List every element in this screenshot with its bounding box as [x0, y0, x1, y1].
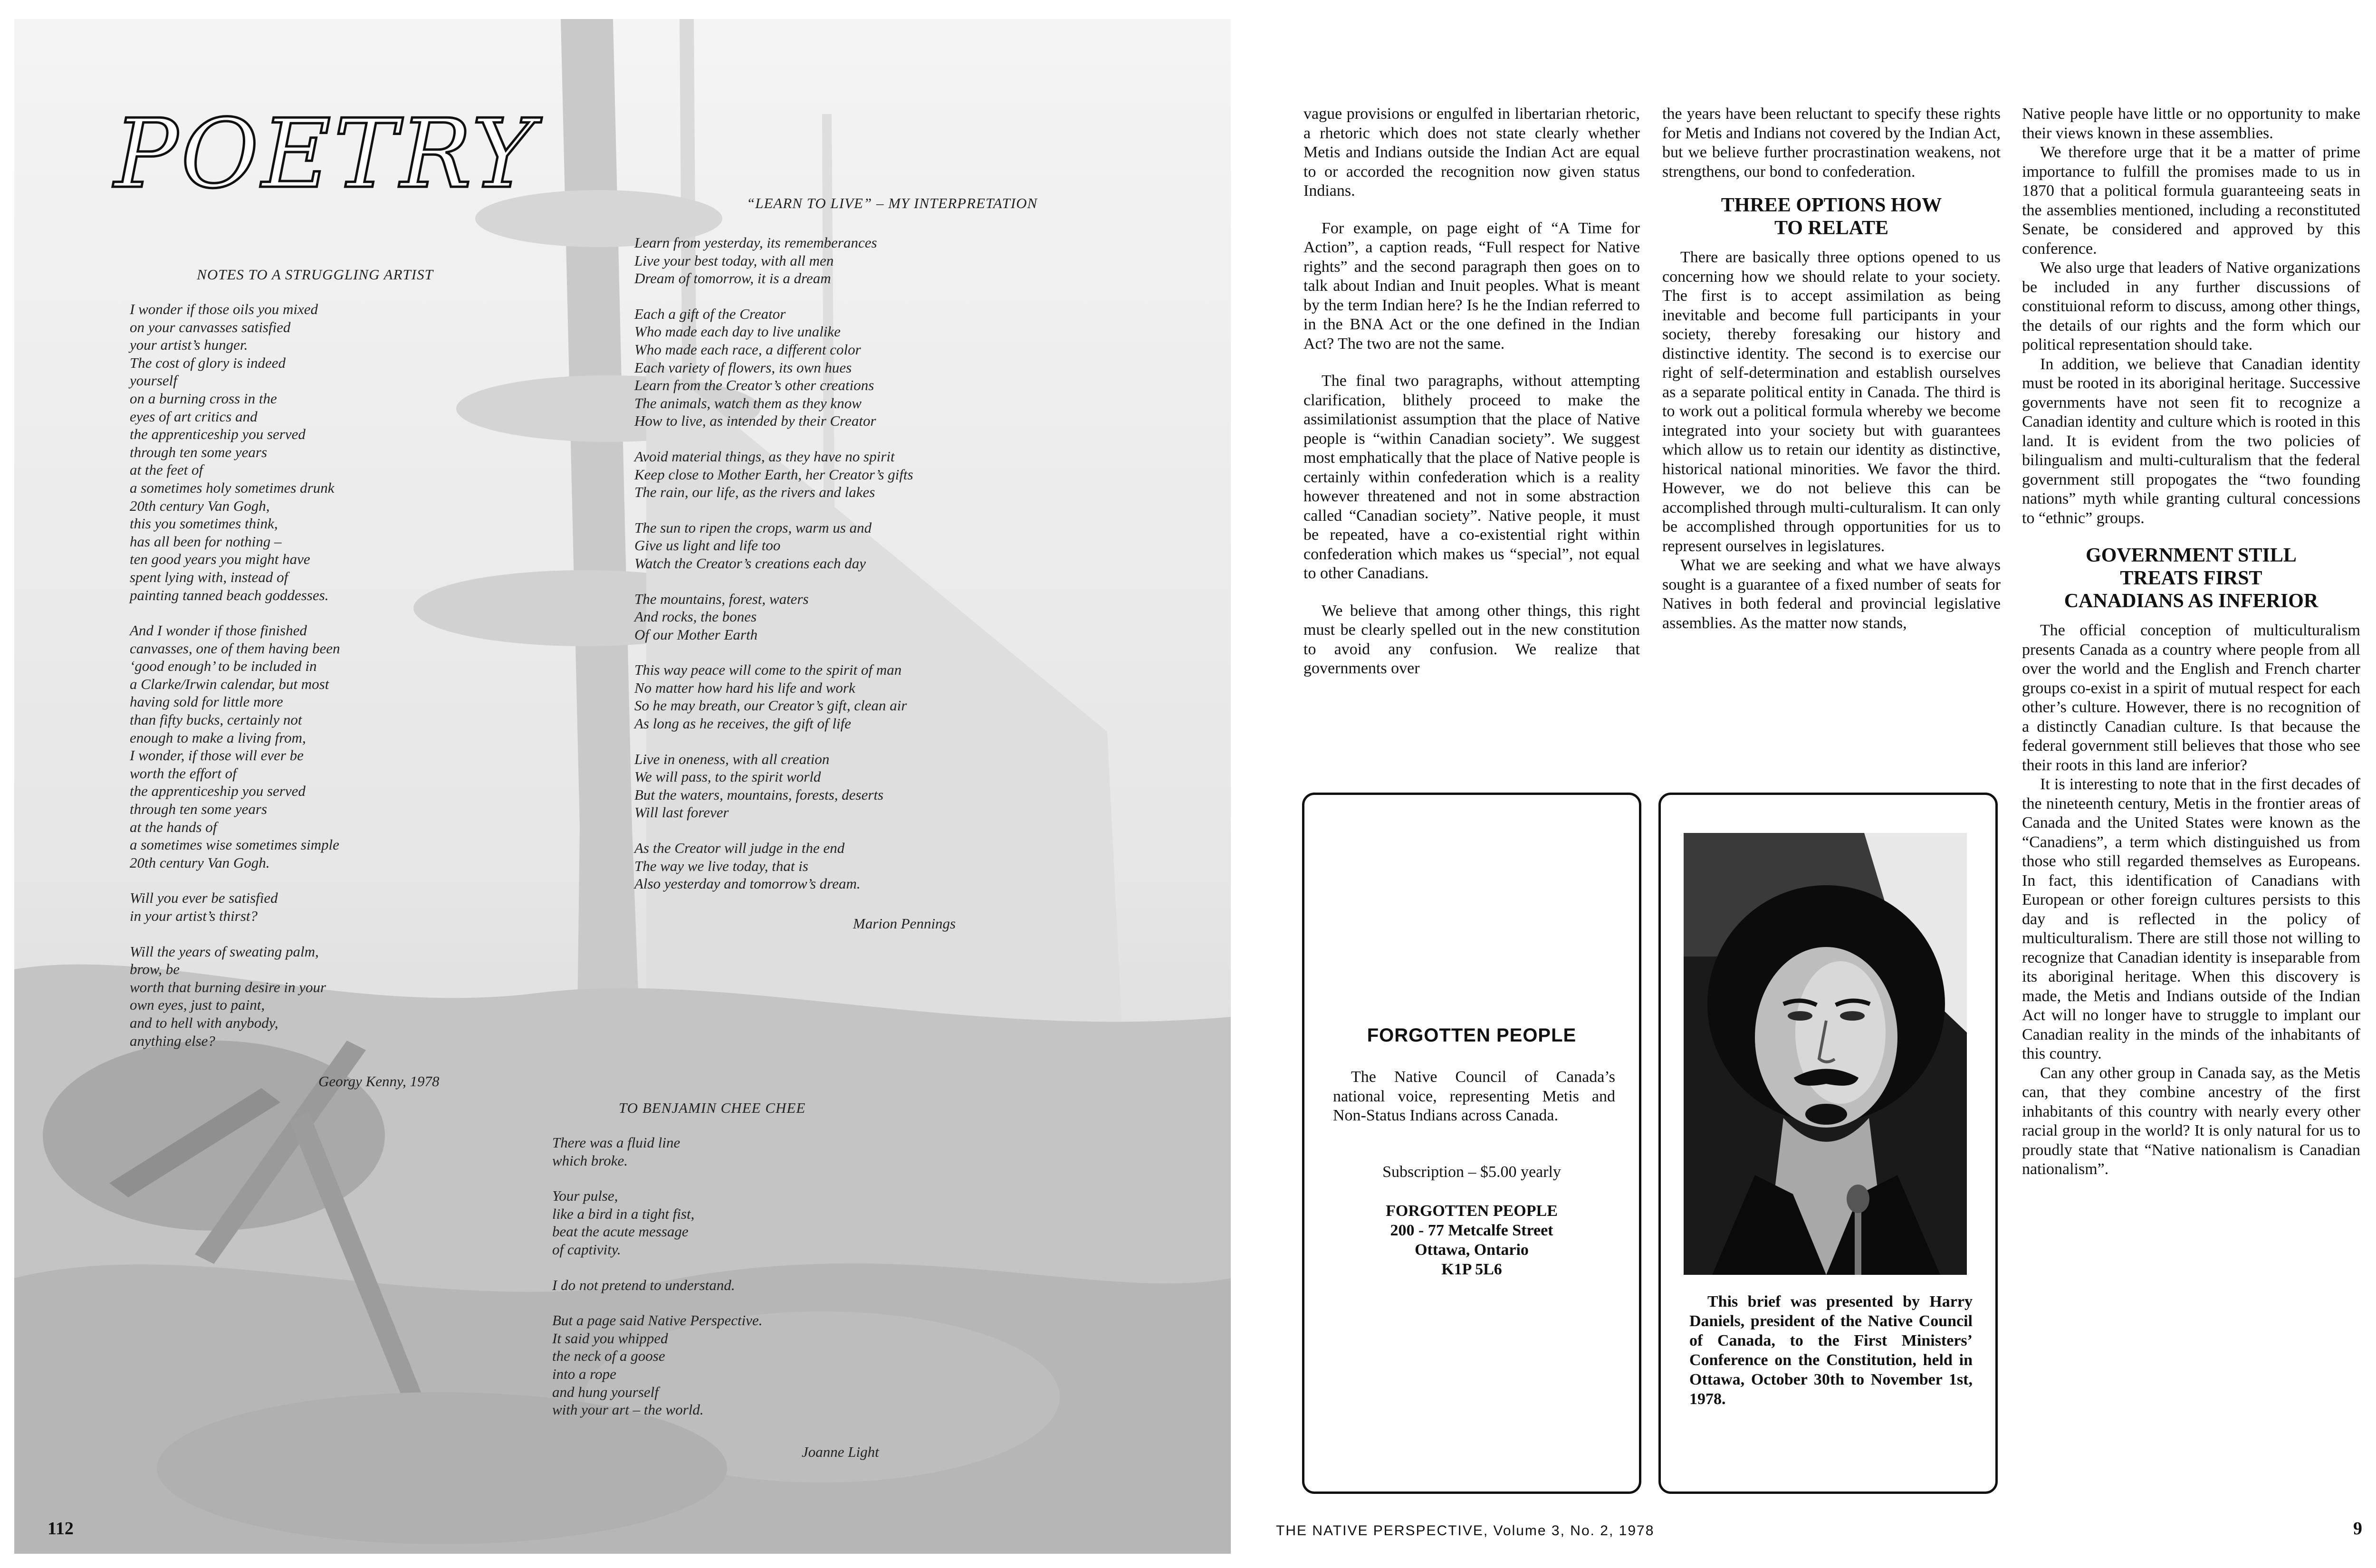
poem-line: with your art – the world. — [552, 1401, 704, 1418]
poem-line: Who made each day to live unalike — [634, 323, 841, 340]
article-paragraph: For example, on page eight of “A Time for Action”, a caption reads, “Full respect for Native rights” and the second paragraph then goes on to talk about Indian and Inuit peoples. What is meant by the term Indian here? Is he the Indian referred to in the BNA Act or the one defined in the Indian Act? The two are not the same. — [1303, 219, 1640, 353]
poem-line: the neck of a goose — [552, 1348, 665, 1365]
ad-subscription: Subscription – $5.00 yearly — [1382, 1163, 1561, 1181]
ad-description: The Native Council of Canada’s national voice, representing Metis and Non-Status Indians across Canada. — [1333, 1068, 1615, 1124]
article-paragraph: There are basically three options opened to us concerning how we should relate to your society. The first is to accept assimilation as being inevitable and become full participants in your society, thereby foresaking our history and distinctive identity. The second is to exercise our right of self-determination and establish ourselves as a separate political entity in Canada. The third is to work out a political formula whereby we become integrated into your society but with guarantees which allow us to retain our identity as distinctive, historical national minorities. We favor the third. However, we do not believe this can be accomplished through multi-culturalism. It can only be accomplished through opportunities for us to represent ourselves in legislatures. — [1662, 249, 2001, 555]
poem-line: Live your best today, with all men — [634, 252, 834, 269]
article-paragraph: We also urge that leaders of Native organizations be included in any further discussions of constituional reform to discuss, among other things, the details of our rights and the form which our political representation should take. — [2022, 259, 2360, 354]
poem-line: The animals, watch them as they know — [634, 394, 862, 411]
column-body — [2022, 621, 2360, 1179]
article-paragraph: In addition, we believe that Canadian identity must be rooted in its aboriginal heritage. Successive governments have not seen fit to recognize a Canadian identity and culture which is rooted in this land. It is evident from the two policies of bilingualism and multi-culturalism that the federal government still propogates the “two founding nations” myth while granting cultural concessions to “ethnic” groups. — [2022, 355, 2360, 527]
poem-to-benjamin-chee-chee — [552, 1100, 894, 1419]
poem-line: We will pass, to the spirit world — [634, 768, 821, 785]
poem-line: the apprenticeship you served — [130, 783, 306, 800]
poem-line: Will last forever — [634, 804, 729, 821]
article-column-1 — [1303, 105, 1640, 679]
poem-line: So he may breath, our Creator’s gift, clean air — [634, 697, 907, 714]
poem-line: a sometimes holy sometimes drunk — [130, 479, 335, 496]
poem-line: Of our Mother Earth — [634, 626, 758, 643]
poem-line: through ten some years — [130, 801, 268, 818]
poem-line: the apprenticeship you served — [130, 426, 306, 443]
poem-line: Also yesterday and tomorrow’s dream. — [634, 875, 861, 892]
poem-line: own eyes, just to paint, — [130, 996, 265, 1013]
stanza-break — [634, 822, 1086, 839]
poem-line: eyes of art critics and — [130, 408, 258, 425]
stanza-break — [634, 287, 1086, 305]
poem-line: The mountains, forest, waters — [634, 590, 809, 607]
poem-line: worth the effort of — [130, 765, 237, 782]
article-column-2 — [1662, 105, 2001, 633]
stanza-break — [634, 733, 1086, 750]
page-number-right: 9 — [2353, 1519, 2362, 1539]
poem-line: like a bird in a tight fist, — [552, 1205, 695, 1222]
poem-line: The rain, our life, as the rivers and lakes — [634, 484, 875, 501]
poem-line: at the hands of — [130, 818, 217, 835]
poem-line: into a rope — [552, 1365, 616, 1382]
column-body — [1662, 248, 2001, 633]
poem-line: enough to make a living from, — [130, 729, 306, 746]
article-paragraph: The official conception of multiculturalism presents Canada as a country where people from all over the world and the English and French charter groups co-exist in a spirit of mutual respect for each other’s culture. However, there is no recognition of a distinctly Canadian culture. Is that because the federal government still believes that those who see their roots in this land are inferior? — [2022, 621, 2360, 774]
poem-line: ‘good enough’ to be included in — [130, 658, 317, 675]
poem-line: canvasses, one of them having been — [130, 640, 340, 657]
poem-line: having sold for little more — [130, 693, 283, 710]
poem-line: But a page said Native Perspective. — [552, 1312, 763, 1329]
poem-line: Will you ever be satisfied — [130, 889, 278, 907]
stanza-break — [634, 430, 1086, 448]
poem-line: 20th century Van Gogh. — [130, 854, 270, 871]
poem-line: than fifty bucks, certainly not — [130, 711, 302, 728]
poem-line: Avoid material things, as they have no spirit — [634, 448, 895, 465]
poem-title: TO BENJAMIN CHEE CHEE — [619, 1100, 806, 1116]
poem-line: Learn from yesterday, its rememberances — [634, 234, 877, 251]
poem-line: on your canvasses satisfied — [130, 318, 291, 335]
stanza-break — [634, 501, 1086, 519]
poem-line: brow, be — [130, 961, 180, 978]
poem-line: anything else? — [130, 1032, 215, 1049]
poem-line: of captivity. — [552, 1241, 621, 1258]
stanza-break — [552, 1259, 894, 1276]
poem-body — [634, 234, 1086, 893]
left-page-poetry — [14, 19, 1231, 1554]
poem-line: Will the years of sweating palm, — [130, 943, 319, 960]
article-paragraph: Can any other group in Canada say, as the Metis can, that they combine ancestry of the first inhabitants of this country with nearly every other racial group in the world? It is only natural for us to proudly state that “Native nationalism is Canadian nationalism”. — [2022, 1064, 2360, 1178]
poem-line: Dream of tomorrow, it is a dream — [634, 270, 831, 287]
poem-line: I do not pretend to understand. — [552, 1276, 735, 1293]
stanza-break — [552, 1294, 894, 1311]
ad-address — [1304, 1201, 1639, 1279]
poem-line: a sometimes wise sometimes simple — [130, 836, 339, 853]
poetry-title: POETRY — [114, 99, 537, 210]
poem-line: Each variety of flowers, its own hues — [634, 359, 852, 376]
poem-line: has all been for nothing – — [130, 533, 282, 550]
poem-line: I wonder if those oils you mixed — [130, 301, 318, 317]
poem-line: As the Creator will judge in the end — [634, 840, 845, 857]
poem-line: Your pulse, — [552, 1187, 618, 1205]
poem-line: this you sometimes think, — [130, 515, 278, 532]
column-intro — [2022, 105, 2360, 528]
poem-line: And rocks, the bones — [634, 608, 757, 625]
poem-line: Live in oneness, with all creation — [634, 750, 830, 767]
page-number-left: 112 — [48, 1519, 74, 1539]
poem-line: at the feet of — [130, 461, 203, 478]
poem-body — [552, 1134, 894, 1419]
article-paragraph: We therefore urge that it be a matter of prime importance to fulfill the promises made to us in 1870 that a political formula guaranteeing seats in the assemblies mentioned, including a reconstituted Senate, be considered and approved by this conference. — [2022, 143, 2360, 258]
poem-body — [130, 300, 472, 1050]
poem-line: Who made each race, a different color — [634, 341, 861, 358]
poem-line: a Clarke/Irwin calendar, but most — [130, 675, 329, 692]
poem-line: No matter how hard his life and work — [634, 679, 855, 696]
poem-line: on a burning cross in the — [130, 390, 277, 407]
article-paragraph: What we are seeking and what we have always sought is a guarantee of a fixed number of seats for Natives in both federal and provincial legislative assemblies. As the matter now stands, — [1662, 556, 2001, 632]
poem-line: and to hell with anybody, — [130, 1014, 278, 1031]
article-paragraph: It is interesting to note that in the first decades of the nineteenth century, Metis in the frontier areas of Canada and the United States were known as the “Canadiens”, a term which distinguished us from those who still regarded themselves as Europeans. In fact, this identification of Canadians with European or other foreign cultures persists to this day and is reflected in the policy of multiculturalism. There are still those not willing to recognize that Canadian identity is inseparable from its aboriginal heritage. When this discovery is made, the Metis and Indians outside of the Indian Act will no longer have to struggle to implant our Canadian reality in the minds of the inhabitants of this country. — [2022, 775, 2360, 1062]
article-paragraph: We believe that among other things, this right must be clearly spelled out in the new constitution to avoid any confusion. We realize that governments over — [1303, 602, 1640, 677]
poem-line: yourself — [130, 372, 177, 389]
poem-line: ten good years you might have — [130, 551, 310, 568]
stanza-break — [552, 1169, 894, 1187]
poem-line: The sun to ripen the crops, warm us and — [634, 519, 872, 536]
poem-line: through ten some years — [130, 443, 268, 460]
poem-author: Marion Pennings — [853, 915, 956, 932]
running-footer: THE NATIVE PERSPECTIVE, Volume 3, No. 2, 1978 — [1276, 1523, 1655, 1539]
stanza-break — [130, 871, 472, 889]
forgotten-people-ad-box — [1302, 793, 1641, 1494]
stanza-break — [634, 643, 1086, 661]
poem-line: which broke. — [552, 1152, 628, 1169]
poem-line: worth that burning desire in your — [130, 978, 326, 995]
portrait-photo-harry-daniels — [1684, 833, 1967, 1275]
address-line: Ottawa, Ontario — [1415, 1241, 1529, 1259]
poem-line: Each a gift of the Creator — [634, 305, 786, 322]
poem-line: It said you whipped — [552, 1329, 668, 1347]
poem-line: There was a fluid line — [552, 1134, 680, 1151]
stanza-break — [130, 604, 472, 621]
address-line: K1P 5L6 — [1441, 1261, 1502, 1278]
poem-line: The way we live today, that is — [634, 857, 808, 874]
address-line: FORGOTTEN PEOPLE — [1386, 1202, 1558, 1220]
section-heading-government-still-treats: GOVERNMENT STILL TREATS FIRST CANADIANS AS INFERIOR — [2064, 545, 2319, 612]
photo-caption-box — [1658, 793, 1998, 1494]
poem-author: Georgy Kenny, 1978 — [318, 1073, 440, 1090]
address-line: 200 - 77 Metcalfe Street — [1390, 1222, 1553, 1239]
poem-title: NOTES TO A STRUGGLING ARTIST — [197, 266, 433, 283]
stanza-break — [130, 925, 472, 943]
poem-line: But the waters, mountains, forests, deserts — [634, 786, 884, 803]
article-paragraph: vague provisions or engulfed in libertarian rhetoric, a rhetoric which does not state clearly whether Metis and Indians outside the Indian Act are equal to or accorded the recognition now given status Indians. — [1303, 105, 1640, 200]
ad-title: FORGOTTEN PEOPLE — [1367, 1025, 1577, 1046]
poem-line: and hung yourself — [552, 1383, 659, 1400]
poem-line: painting tanned beach goddesses. — [130, 586, 329, 603]
poem-line: Keep close to Mother Earth, her Creator’s gifts — [634, 466, 913, 483]
poem-line: This way peace will come to the spirit of man — [634, 661, 902, 679]
article-paragraph: the years have been reluctant to specify these rights for Metis and Indians not covered by the Indian Act, but we believe further procrastination weakens, not strengthens, our bond to confederation. — [1662, 105, 2001, 181]
poem-line: I wonder, if those will ever be — [130, 747, 304, 764]
stanza-break — [634, 573, 1086, 590]
poem-line: As long as he receives, the gift of life — [634, 715, 851, 732]
poem-line: in your artist’s thirst? — [130, 908, 258, 924]
poem-line: The cost of glory is indeed — [130, 354, 286, 371]
poem-line: Watch the Creator’s creations each day — [634, 555, 866, 572]
poem-learn-to-live — [634, 195, 1086, 893]
poem-line: Learn from the Creator’s other creations — [634, 377, 874, 394]
poem-title: “LEARN TO LIVE” – MY INTERPRETATION — [747, 195, 1038, 211]
poem-line: 20th century Van Gogh, — [130, 497, 270, 514]
poem-line: How to live, as intended by their Creator — [634, 412, 876, 430]
article-paragraph: The final two paragraphs, without attempting clarification, blithely proceed to make the assimilationist assumption that the place of Native people is “within Canadian society”. We suggest most emphatically that the place of Native people is certainly within confederation which is a reality however threatened and not in some abstraction called “Canadian society”. Native people, it must be repeated, have a co-existential right within confederation which makes us “special”, not equal to other Canadians. — [1303, 372, 1640, 582]
poem-author: Joanne Light — [802, 1444, 879, 1460]
poem-line: And I wonder if those finished — [130, 622, 307, 639]
poem-line: spent lying with, instead of — [130, 568, 288, 585]
poem-line: your artist’s hunger. — [130, 336, 248, 354]
article-paragraph: Native people have little or no opportunity to make their views known in these assemblies. — [2022, 105, 2360, 142]
photo-caption: This brief was presented by Harry Daniels, president of the Native Council of Canada, to the First Ministers’ Conference on the Constitution, held in Ottawa, October 30th to November 1st, 1978. — [1689, 1293, 1973, 1408]
poem-line: Give us light and life too — [634, 537, 781, 554]
poem-notes-to-a-struggling-artist — [130, 266, 472, 1050]
poem-line: beat the acute message — [552, 1223, 689, 1240]
section-heading-three-options: THREE OPTIONS HOW TO RELATE — [1721, 194, 1942, 239]
article-column-3 — [2022, 105, 2360, 1179]
